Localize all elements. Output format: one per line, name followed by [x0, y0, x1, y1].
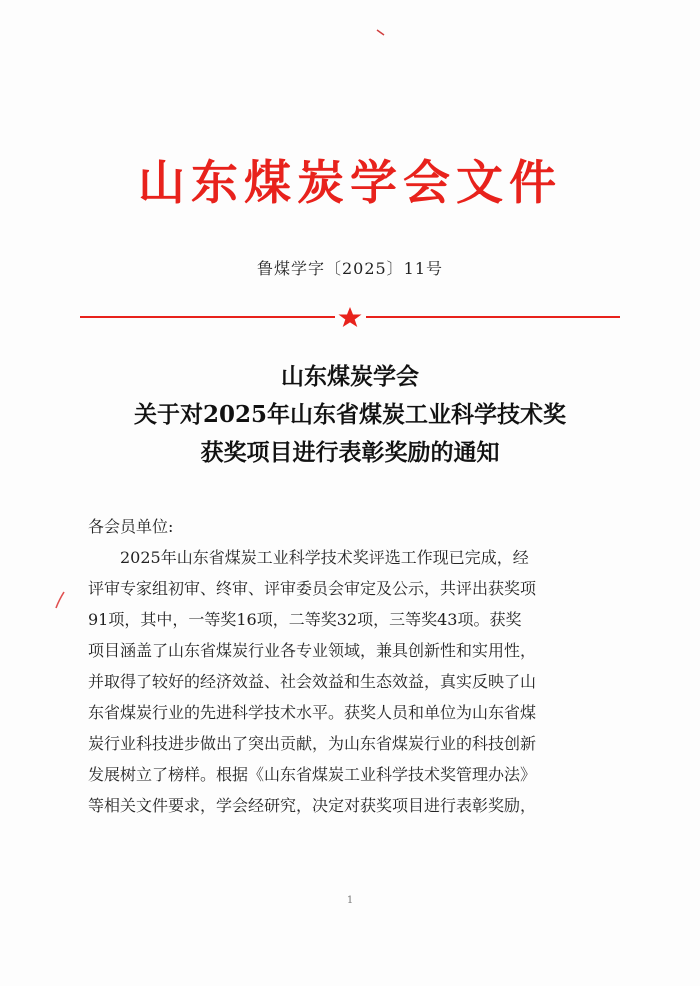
notice-title-line-3: 获奖项目进行表彰奖励的通知 [200, 439, 500, 466]
body-line: 发展树立了榜样。根据《山东省煤炭工业科学技术奖管理办法》 [88, 765, 537, 784]
notice-title-line-1: 山东煤炭学会 [281, 363, 419, 390]
body-line: 2025年山东省煤炭工业科学技术奖评选工作现已完成，经 [120, 548, 529, 567]
notice-title [0, 358, 700, 472]
salutation: 各会员单位: [88, 517, 174, 536]
star-icon [337, 306, 363, 328]
body-line: 评审专家组初审、终审、评审委员会审定及公示，共评出获奖项 [88, 579, 537, 598]
notice-title-line-2: 关于对2025年山东省煤炭工业科学技术奖 [133, 401, 566, 428]
body-line: 东省煤炭行业的先进科学技术水平。获奖人员和单位为山东省煤 [88, 703, 537, 722]
body-line: 并取得了较好的经济效益、社会效益和生态效益，真实反映了山 [88, 672, 537, 691]
divider-line-right [366, 316, 620, 318]
body-line: 项目涵盖了山东省煤炭行业各专业领域，兼具创新性和实用性， [88, 641, 537, 660]
ink-mark-icon [376, 28, 386, 38]
page-number: 1 [346, 895, 354, 906]
body-line: 炭行业科技进步做出了突出贡献，为山东省煤炭行业的科技创新 [88, 734, 537, 753]
document-header-title: 山东煤炭学会文件 [138, 156, 562, 211]
red-divider [80, 306, 620, 328]
document-number: 鲁煤学字〔2025〕11号 [256, 259, 444, 278]
divider-line-left [80, 316, 335, 318]
check-mark-icon [53, 590, 67, 610]
body-line: 91项，其中，一等奖16项，二等奖32项，三等奖43项。获奖 [88, 610, 522, 629]
body-line: 等相关文件要求，学会经研究，决定对获奖项目进行表彰奖励， [88, 796, 537, 815]
